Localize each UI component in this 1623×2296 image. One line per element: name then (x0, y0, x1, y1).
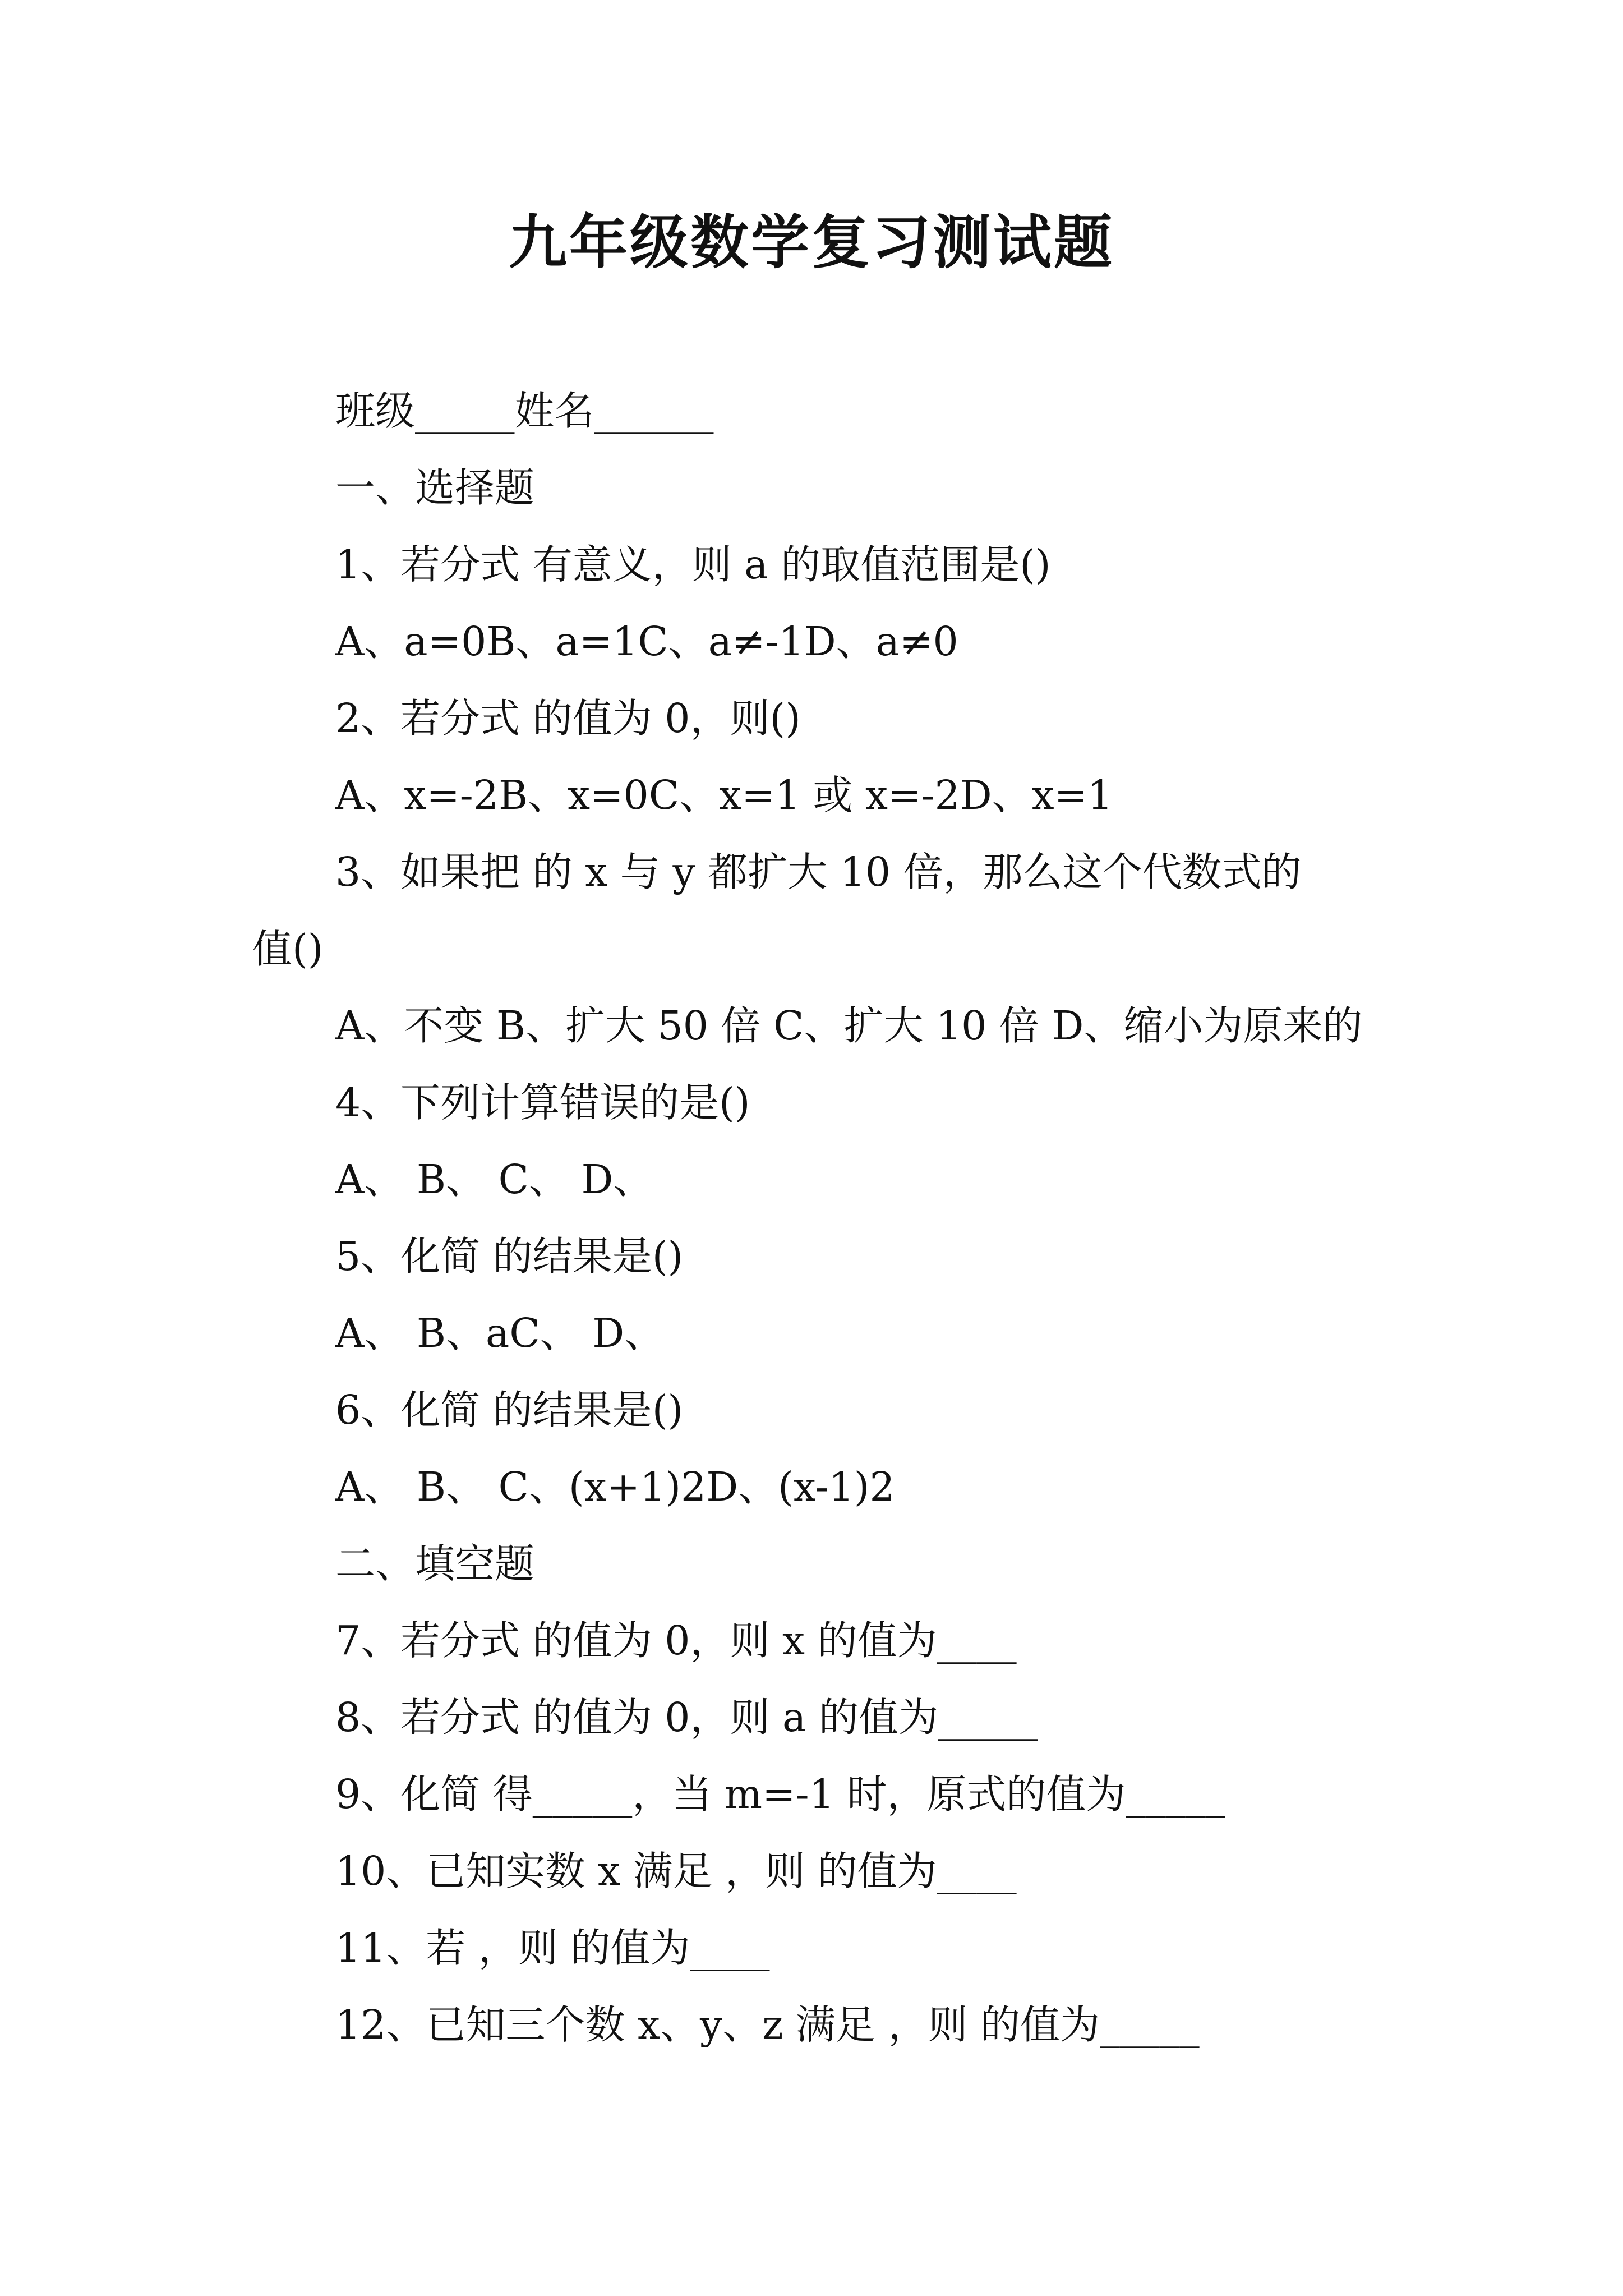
document-line: A、不变 B、扩大 50 倍 C、扩大 10 倍 D、缩小为原来的 (335, 1002, 1363, 1049)
document-line: 值() (252, 926, 324, 972)
document-line: A、 B、 C、(x+1)2D、(x-1)2 (335, 1464, 895, 1510)
document-body (252, 372, 1374, 2063)
document-line: 一、选择题 (335, 464, 535, 511)
document-line: 1、若分式 有意义，则 a 的取值范围是() (335, 541, 1051, 588)
document-line: 4、下列计算错误的是() (335, 1079, 750, 1126)
document-line: A、 B、 C、 D、 (335, 1156, 653, 1203)
document-line: 5、化简 的结果是() (335, 1233, 684, 1280)
document-title: 九年级数学复习测试题 (508, 208, 1114, 277)
document-line: 11、若 ，则 的值为____ (335, 1925, 770, 1971)
document-line: 12、已知三个数 x、y、z 满足 ，则 的值为_____ (335, 2001, 1200, 2048)
document-line: 6、化简 的结果是() (335, 1387, 684, 1433)
document-line: 二、填空题 (335, 1540, 535, 1587)
document-line: A、 B、aC、 D、 (335, 1310, 665, 1356)
document-line: 2、若分式 的值为 0，则() (335, 695, 801, 742)
document-line: 3、如果把 的 x 与 y 都扩大 10 倍，那么这个代数式的 (335, 849, 1302, 895)
class-name-line: 班级_____姓名______ (335, 388, 714, 434)
document-line: A、a=0B、a=1C、a≠-1D、a≠0 (335, 618, 958, 665)
document-line: 9、化简 得_____，当 m=-1 时，原式的值为_____ (335, 1771, 1225, 1818)
document-line: 10、已知实数 x 满足 ，则 的值为____ (335, 1848, 1017, 1894)
document-line: 7、若分式 的值为 0，则 x 的值为____ (335, 1617, 1017, 1664)
document-line: A、x=-2B、x=0C、x=1 或 x=-2D、x=1 (335, 772, 1113, 818)
question-lines (252, 449, 1374, 2063)
document-line: 8、若分式 的值为 0，则 a 的值为_____ (335, 1694, 1038, 1741)
